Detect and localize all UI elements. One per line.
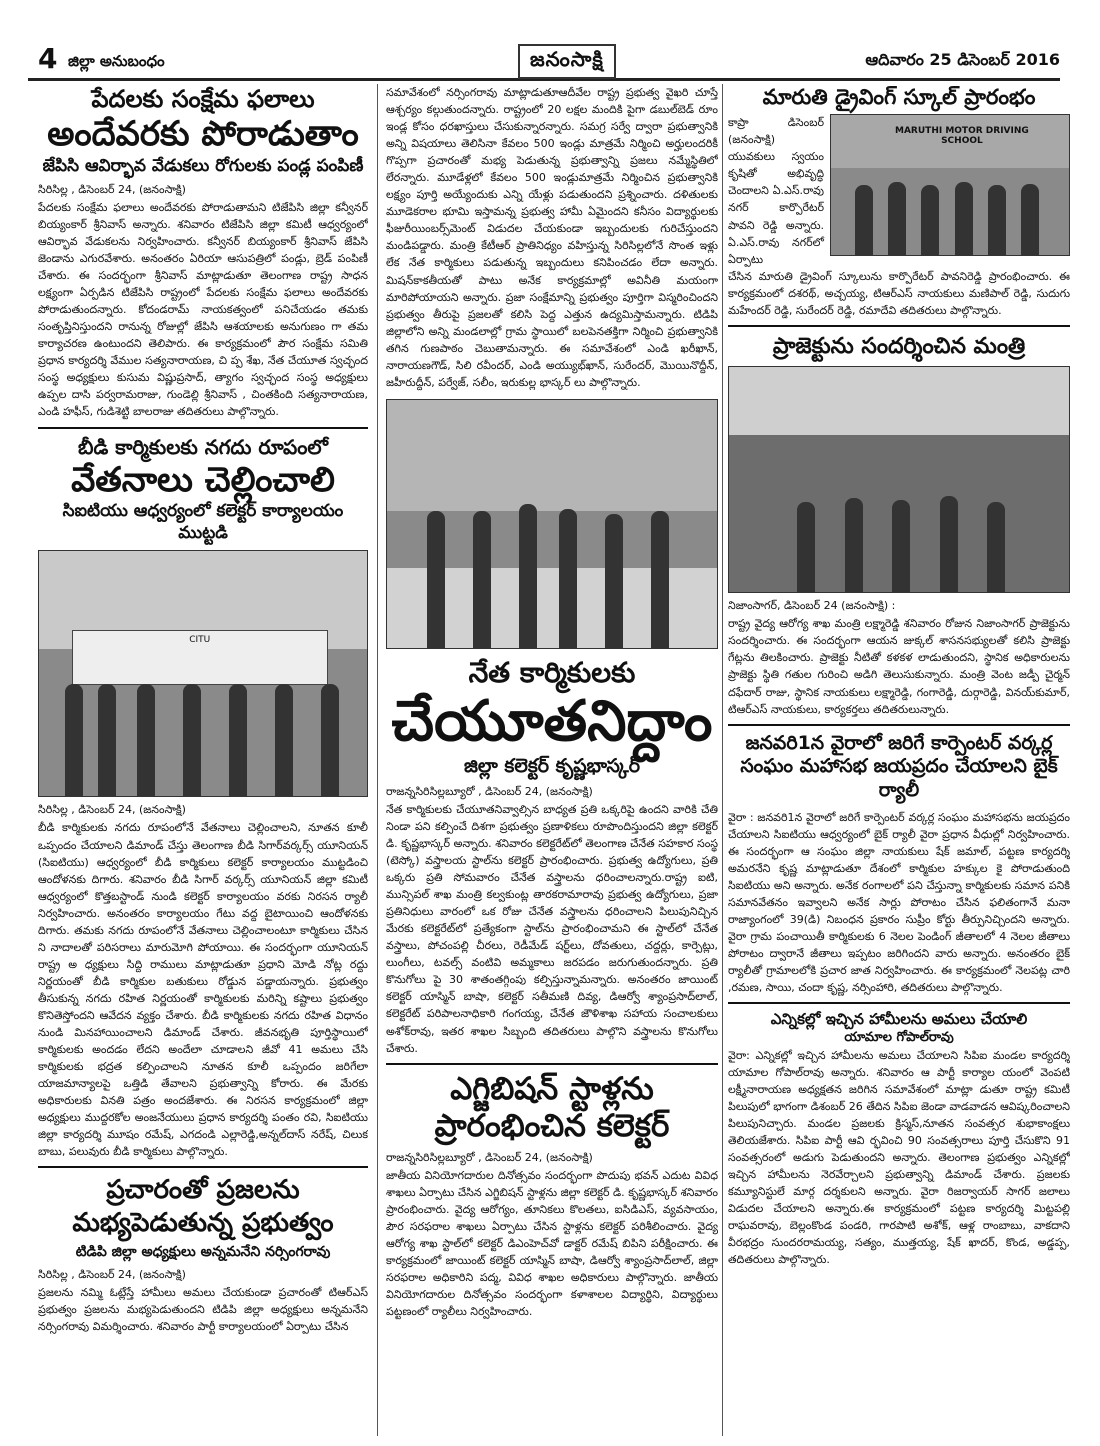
- article-dateline: నిజాంసాగర్, డిసెంబర్ 24 (జనంసాక్షి) :: [728, 599, 896, 613]
- article-subhead: సిఐటియు ఆధ్వర్యంలో కలెక్టర్ కార్యాలయం ముట్టడి: [62, 501, 344, 544]
- article-body: వైరా : జనవరి1న వైరాలో జరిగే కార్పెంటర్ వర్కర్ల సంఘం మహాసభను జయప్రదం చేయాలని సిఐటియు ఆధ్వర్యంలో బైక్ ర్యాలీ వైరా ప్రధాన వీధుల్లో నిర్వహించారు. ఈ సందర్భంగా ఆ సంఘం జిల్లా నాయకులు షేక్ జమాల్, పట్టణ కార్యదర్శి అమరనేని కృష్ణ మాట్లాడుతూ దేశంలో కార్మికుల హక్కుల కై పోరాడుతుంది సిఐటియు అని అన్నారు. అనేక రంగాలలో పని చేస్తున్నా కార్మికులకు సమాన పనికి సమానవేతనం ఇవ్వాలని అనేక సార్లు పోరాటం చేసిన ఫలితంగానే మనా రాజ్యాంగంలో 39(డి) నిబంధన ప్రకారం సుప్రీం కోర్టు తీర్పునిచ్చిందని అన్నారు. వైరా గ్రామ పంచాయితీ కార్మికులకు 6 నెలల పెండింగ్ జీతాలలో 4 నెలల జీతాలు పోరాటం ద్వారానే జీతాలు ఇప్పటం జరిగిందని వారు అన్నారు. అనంతరం బైక్ ర్యాలీతో గ్రామాలలోకి ప్రచార జాత నిర్వహించారు. ఈ కార్యక్రమంలో నెలపట్ల చారి ,రమణ, సాయి, చందా కృష్ణ, నర్సింహారి, తదితరులు పాల్గొన్నారు.: [728, 810, 1070, 995]
- article-headline: చేయూతనిద్దాం: [391, 688, 713, 754]
- article-body: బీడి కార్మికులకు నగదు రూపంలోనే వేతనాలు చెల్లించాలని, నూతన కూలీ ఒప్పందం చేయాలని డిమాండ్ చేస్తు తెలంగాణ బీడి సిగార్‌వర్కర్స్ యూనియన్ (సిఐటియు) ఆధ్వర్యంలో బీడి కార్మికులు కలెక్టర్ కార్యాలయం ముట్టడించి ఆందోళనకు దిగారు. శనివారం బీడి సిగార్ వర్కర్స్ యూనియన్ జిల్లా కమిటీ ఆధ్వర్యంలో కొత్తబస్టాండ్ నుండి కలెక్టర్ కార్యాలయం వరకు నిరసన ర్యాలీ నిర్వహించారు. అనంతరం కార్యాలయం గేటు వద్ద బైటాయించి ఆందోళనకు దిగారు. తమకు నగదు రూపంలోనే వేతనాలు చెల్లించాలంటూ కార్మికులు చేసిన ని నాదాలతో పరిసరాలు మారుమోగి పోయాయి. ఈ సందర్భంగా యూనియన్ రాష్ట్ర అ ధ్యక్షులు సిద్ది రాములు మాట్లాడుతూ ప్రధాని మోడి నోట్ల రద్దు నిర్ణయంతో బీడి కార్మికుల బతుకులు రోడ్డున పడ్డాయన్నారు. ప్రభుత్వం తీసుకున్న నగదు రహిత నిర్ణయంతో కార్మికులకు మరిన్ని కష్టాలు ప్రభుత్వం కొనితెస్తోందని ఆవేదన వ్యక్తం చేశారు. బీడి కార్మికులకు నగదు రహిత విధానం నుండి మినహాయించాలని డిమాండ్ చేశారు. జీవనభృతి పూర్తిస్థాయిలో కార్మికులకు అందడం లేదని అందేలా చూడాలని జీవో 41 అమలు చేసి కార్మికులకు భద్రత కల్పించాలని నూతన కూలీ ఒప్పందం జరిగేలా యాజమాన్యాలపై ఒత్తిడి తేవాలని ప్రభుత్వాన్ని కోరారు. ఈ మేరకు అధికారులకు వినతి పత్రం అందజేశారు. ఈ నిరసన కార్యక్రమంలో జిల్లా అధ్యక్షులు ముద్దరకోల అంజనేయులు ప్రధాన కార్యదర్శి పంతం రవి, సిఐటియు జిల్లా కార్యదర్శి మూషం రమేష్, ఎగదండి ఎల్లారెడ్డి,అన్నల్‌దాస్ నరేష్, చిలుక బాబు, పలువురు బీడి కార్మికులు పాల్గొన్నారు.: [38, 821, 368, 1159]
- article-dateline: సిరిసిల్ల , డిసెంబర్ 24, (జనంసాక్షి): [38, 182, 186, 196]
- article-headline: ఎగ్జిబిషన్ స్టాళ్లను ప్రారంభించిన కలెక్టర్: [434, 1070, 670, 1144]
- column-left: [38, 84, 368, 1436]
- divider: [38, 427, 368, 429]
- article-headline: ప్రచారంతో ప్రజలను మభ్యపెడుతున్న ప్రభుత్వం: [72, 1175, 334, 1238]
- project-visit-photo: [728, 366, 1070, 593]
- article-body: వైరా: ఎన్నికల్లో ఇచ్చిన హామీలను అమలు చేయాలని సిపిఐ మండల కార్యదర్శి యామాల గోపాల్‌రావు అన్నారు. శనివారం ఆ పార్టీ కార్యాల యంలో వెంపటి లక్ష్మీనారాయణ అధ్యక్షతన జరిగిన సమావేశంలో మాట్లా డుతూ రాష్ట్ర కమిటీ పిలుపులో భాగంగా డిశంబర్ 26 తేదిన సిపిఐ జెండా వాడవాడన ఆవిష్కరించాలని పిలుపునిచ్చారు. మండల ప్రజలకు క్రిస్మస్,నూతన సంవత్సర శుభాకాంక్షలు తెలియజేశారు. సిపిఐ పార్టీ ఆవి ర్భవించి 90 సంవత్సరాలు పూర్తి చేసుకొని 91 సంవత్సరంలో అడుగు పెడుతుందని అన్నారు. తెలంగాణ ప్రభుత్వం ఎన్నికల్లో ఇచ్చిన హామీలను నెరవేర్చాలని ప్రభుత్వాన్ని డిమాండ్ చేశారు. ప్రజలకు కమ్యూనిస్టులే మార్గ దర్శకులని అన్నారు. వైరా రిజర్వాయర్ సాగర్ జలాలు విడుదల చేయాలని అన్నారు.ఈ కార్యక్రమంలో పట్టణ కార్యదర్శి మిట్టపల్లి రాఘవరావు, బెల్లంకొండ పండరి, గారపాటి అశోక్, ఆళ్ల రాంబాబు, వాకదాని వీరభద్రం సుందరరామయ్య, సత్యం, ముత్తయ్య, షేక్ ఖాదర్, కొండ, అడ్డప్ప, తదితరులు పాల్గొన్నారు.: [728, 1048, 1070, 1267]
- article-cpi-promises: [728, 1010, 1070, 1268]
- divider: [38, 1166, 368, 1168]
- article-headline: జనవరి1న వైరాలో జరిగే కార్పెంటర్ వర్కర్ల సంఘం మహాసభ జయప్రదం చేయాలని బైక్ ర్యాలీ: [740, 731, 1058, 802]
- protest-photo: [38, 550, 368, 797]
- article-body: పేదలకు సంక్షేమ ఫలాలు అందేవరకు పోరాడుతామని టిజేపిసి జిల్లా కన్వీనర్ బియ్యంకార్ శ్రీనివాస్ అన్నారు. శనివారం టిజేపిసి జిల్లా కమిటీ ఆధ్వర్యంలో ఆవిర్భావ వేడుకలను నిర్వహించారు. కన్వీనర్ బియ్యంకార్ శ్రీనివాస్ జేపిసి జెండాను ఎగురవేశారు. అనంతరం ఏరియా ఆసుపత్రిలో పండ్లు, బ్రెడ్ పంపిణీ చేశారు. ఈ సందర్భంగా శ్రీనివాస్ మాట్లాడుతూ తెలంగాణ రాష్ట్ర సాధన లక్ష్యంగా ఏర్పడిన టిజేపిసి రాష్ట్రంలో పేదలకు సంక్షేమ ఫలాలు అందేవరకు పోరాడుతుందన్నారు. కోదండరామ్ నాయకత్వంలో పనిచేయడం తమకు సంతృప్తినిస్తుందని రానున్న రోజుల్లో జేపిసి ఆశయాలకు అనుగుణం గా తమ కార్యాచరణ ఉంటుందని తెలిపారు. ఈ కార్యక్రమంలో పౌర సంక్షేమ సమితి ప్రధాన కార్యదర్శి వేముల సత్యనారాయణ, చి ప్ప శేఖ, నేత చేయూత స్వచ్ఛంద సంస్థ అధ్యక్షులు కుసుమ విష్ణుప్రసాద్, త్యాగం స్వచ్ఛంద సంస్థ అధ్యక్షులు ఉప్పల దాసి పర్వరామరాజు, గుండెల్లి శ్రీనివాస్ , చింతకింది సత్యనారాయణ, ఎండి హఫీస్, గుడిశెట్టి బాలరాజు తదితరులు పాల్గొన్నారు.: [38, 200, 368, 419]
- article-subhead: యామాల గోపాల్‌రావు: [844, 1029, 954, 1045]
- article-subhead: జిల్లా కలెక్టర్ కృష్ణభాస్కర్: [464, 755, 640, 778]
- article-handloom: [386, 655, 718, 1057]
- article-headline: ప్రాజెక్టును సందర్శించిన మంత్రి: [772, 333, 1026, 359]
- article-welfare: [38, 84, 368, 421]
- page-number: 4: [38, 42, 58, 75]
- article-beedi-workers: [38, 435, 368, 1161]
- article-dateline: రాజన్నసిరిసిల్లబ్యూరో , డిసెంబర్ 24, (జనంసాక్షి): [386, 784, 593, 798]
- page-header: [28, 44, 1060, 81]
- article-body: నేత కార్మికులకు చేయూతనివ్వాల్సిన బాధ్యత ప్రతి ఒక్కరిపై ఉందని వారికి చేతి నిండా పని కల్పించే దిశగా ప్రభుత్వం ప్రణాళికలు రూపొందిస్తుందని జిల్లా కలెక్టర్ డి. కృష్ణభాస్కర్ అన్నారు. శనివారం కలెక్టరేట్‌లో తెలంగాణ చేనేత సహకార సంస్థ (టెస్కో) వస్త్రాలయ స్టాల్‌ను కలెక్టర్ ప్రారంభించారు. ప్రభుత్వ ఉద్యోగులు, ప్రతి ఒక్కరు ప్రతి సోమవారం చేనేత వస్త్రాలను ధరించాలన్నారు.రాష్ట్ర ఐటి, మున్సిపల్ శాఖ మంత్రి కల్వకుంట్ల తారకరామారావు ప్రభుత్వ ఉద్యోగులు, ప్రజా ప్రతినిధులు వారంలో ఒక రోజు చేనేత వస్త్రాలను ధరించాలని పిలుపునిచ్చిన మేరకు కలెక్టరేట్‌లో ప్రత్యేకంగా స్టాల్‌ను ప్రారంభించామని ఈ స్టాల్‌లో చేనేత వస్త్రాలు, పోచంపల్లి చీరలు, రెడీమేడ్ షర్ట్‌లు, దోవతులు, చద్దర్లు, కార్పెట్లు, లుంగీలు, టవల్స్ వంటివి అమ్మకాలు జరపడం జరుగుతుందన్నారు. ప్రతి కొనుగోలు పై 30 శాతంతగ్గింపు కల్పిస్తున్నామన్నారు. అనంతరం జాయింట్ కలెక్టర్ యాస్మిన్ బాషా, కలెక్టర్ సతీమణి దివ్య, డిఆర్వో శ్యాంప్రసాద్‌లాల్, కలెక్టరేట్ పరిపాలనాధికారి గంగయ్య, చేనేత జౌళిశాఖ సహాయ సంచాలకులు అశోక్‌రావు, ఇతర శాఖల సిబ్బంది తదితరులు పాల్గొని వస్త్రాలను కొనుగోలు చేశారు.: [386, 802, 718, 1055]
- article-driving-school: [728, 84, 1070, 319]
- article-headline: అందేవరకు పోరాడుతాం: [47, 114, 359, 154]
- divider: [728, 325, 1070, 327]
- handloom-stall-photo: [386, 399, 718, 649]
- column-divider: [722, 84, 723, 1436]
- article-govt-propaganda: [38, 1174, 368, 1334]
- article-kicker: నేత కార్మికులకు: [468, 655, 636, 689]
- article-headline: ఎన్నికల్లో ఇచ్చిన హామీలను అమలు చేయాలి: [770, 1010, 1028, 1029]
- article-body-continued: సమావేశంలో నర్సింగరావు మాట్లాడుతూఆదీవేల రాష్ట్ర ప్రభుత్వ వైఖరి చూస్తే ఆశ్చర్యం కల్గుతుందన్నారు. రాష్ట్రంలో 20 లక్షల మందికి పైగా డబుల్‌బెడ్ రూం ఇండ్ల కోసం ధరఖాస్తులు చేసుకున్నారన్నారు. సమగ్ర సర్వే ద్వారా ప్రభుత్వానికి అన్ని విషయాలు తెలిసినా కేవలం 500 ఇండ్లు మాత్రమే నిర్మించి అర్హులందరికీ గొప్పగా ప్రచారంతో మభ్య పెడుతున్న ప్రభుత్వాన్ని ప్రజలు నమ్మేస్థితిలో లేరన్నారు. మూడేళ్లలో కేవలం 500 ఇండ్లుమాత్రమే నిర్మించిన ప్రభుత్వానికి లక్ష్యం పూర్తి అయ్యేందుకు ఎన్ని యేళ్లు పడుతుందని ప్రశ్నించారు. దళితులకు మూడెకరాల భూమి ఇస్తామన్న ప్రభుత్వ హామీ ఏమైందని కనీసం విద్యార్థులకు ఫీజురీయింబర్స్‌మెంట్ విడుదల చేయకుండా ఇబ్బందులకు గురిచేస్తుందని మండిపడ్డారు. మంత్రి కేటీఆర్ ప్రాతినిధ్యం వహిస్తున్న సిరిసిల్లలోనే సొంత ఇళ్లు లేక నేత కార్మికులు పడుతున్న ఇబ్బందులు కనిపించడం లేదా అన్నారు. మిషన్‌కాకతీయతో పాటు అనేక కార్యక్రమాల్లో అవినీతి మయంగా మారిపోయాయని అన్నారు. ప్రజా సంక్షేమాన్ని ప్రభుత్వం పూర్తిగా విస్మరించిందని ప్రభుత్వం తీరుపై ప్రజలతో కలిసి పెద్ద ఎత్తున ఉద్యమిస్తామన్నారు. టిడిపి జిల్లాలోని అన్ని మండలాల్లో గ్రామ స్థాయిలో బలపెనతక్తిగా నిర్మించి ప్రభుత్వానికి తగిన గుణపాఠం చెబుతామన్నారు. ఈ సమావేశంలో ఎండి ఖరీఖాన్, నారాయణగౌడ్, సిలి రవీందర్, ఎండి అయ్యుభ్‌ఖాన్, సురేందర్, మొయినొద్దీన్, జహీరుద్దీన్, పర్వేజ్, సలీం, ఇరుకుల్ల భాస్కర్ లు పాల్గొన్నారు.: [386, 86, 718, 389]
- article-subhead: జేపిసి ఆవిర్భావ వేడుకలు రోగులకు పండ్ల పంపిణీ: [42, 155, 364, 176]
- article-body: రాష్ట్ర వైద్య ఆరోగ్య శాఖ మంత్రి లక్ష్మారెడ్డి శనివారం రోజున నిజాంసాగర్ ప్రాజెక్టును సందర్శించారు. ఈ సందర్భంగా ఆయన జుక్కల్ శాసనసభ్యులతో కలిసి ప్రాజెక్టు గేట్లను తిలకించారు. ప్రాజెక్టు నీటితో కళకళ లాడుతుందని, స్థానిక అధికారులను ప్రాజెక్టు స్థితి గతుల గురించి అడిగి తెలుసుకున్నారు. మంత్రి వెంట జడ్పీ చైర్మన్ దఫేదార్ రాజు, స్థానిక నాయకులు లక్ష్మారెడ్డి, గంగారెడ్డి, దుర్గారెడ్డి, వినయ్‌కుమార్, టిఆర్ఎస్ నాయకులు, కార్యకర్తలు తదితరులున్నారు.: [728, 617, 1070, 716]
- article-headline: వేతనాలు చెల్లించాలి: [71, 459, 335, 500]
- divider: [728, 724, 1070, 726]
- article-dateline: సిరిసిల్ల , డిసెంబర్ 24, (జనంసాక్షి): [38, 803, 186, 817]
- article-body: కాప్రా డిసెంబర్ (జనంసాక్షి) యువకులు స్వయం కృషితో అభివృద్ధి చెందాలని ఏ.ఎస్.రావు నగర్ కార్పొరేటర్ పావని రెడ్డి అన్నారు. ఏ.ఎస్.రావు నగర్‌లో ఏర్పాటు: [728, 116, 824, 266]
- protest-banner: CITU: [72, 630, 328, 685]
- article-kicker: బీడి కార్మికులకు నగదు రూపంలో: [78, 434, 328, 459]
- article-headline: మారుతి డ్రైవింగ్ స్కూల్ ప్రారంభం: [762, 85, 1036, 109]
- article-dateline: రాజన్నసిరిసిల్లబ్యూరో , డిసెంబర్ 24, (జనంసాక్షి): [386, 1151, 593, 1164]
- article-kicker: పేదలకు సంక్షేమ ఫలాలు: [91, 85, 315, 113]
- driving-school-photo: [830, 114, 1070, 256]
- article-dateline: సిరిసిల్ల , డిసెంబర్ 24, (జనంసాక్షి): [38, 1267, 186, 1281]
- divider: [386, 1063, 718, 1065]
- article-project-visit: [728, 333, 1070, 718]
- article-body: జాతీయ వినియోగదారుల దినోత్సవం సందర్భంగా పొదుపు భవన్ ఎదుట వివిధ శాఖలు ఏర్పాటు చేసిన ఎగ్జిబిషన్ స్టాళ్లను జిల్లా కలెక్టర్ డి. కృష్ణభాస్కర్ శనివారం ప్రారంభించారు. వైద్య ఆరోగ్యం, తూనికలు కొలతలు, ఐసిడిఎస్, వ్యవసాయం, పౌర సరఫరాల శాఖలు ఏర్పాటు చేసిన స్టాళ్లను కలెక్టర్ పరిశీలించారు. వైద్య ఆరోగ్య శాఖ స్టాల్‌లో కలెక్టర్ డిఎంహెచ్‌వో డాక్టర్ రమేష్ బిపిని పరీక్షించారు. ఈ కార్యక్రమంలో జాయింట్ కలెక్టర్ యాస్మిన్ బాషా, డిఆర్వో శ్యాంప్రసాద్‌లాల్, జిల్లా సరఫరాల అధికారిని పద్మ, వివిధ శాఖల అధికారులు పాల్గొన్నారు. జాతీయ వినియోగదారుల దినోత్సవం సందర్భంగా కళాశాలల విద్యార్థిని, విద్యార్థులు పట్టణంలో ర్యాలీలు నిర్వహించారు.: [386, 1169, 718, 1319]
- article-body: ప్రజలను నమ్మి ఓట్లేస్తే హామీలు అమలు చేయకుండా ప్రచారంతో టిఆర్ఎస్ ప్రభుత్వం ప్రజలను మభ్యపెడుతుందని టిడిపి జిల్లా అధ్యక్షులు అన్నమనేని నర్సింగరావు విమర్శించారు. శనివారం పార్టీ కార్యాలయంలో ఏర్పాటు చేసిన: [38, 1285, 368, 1333]
- masthead-logo: జనంసాక్షి: [518, 44, 616, 79]
- column-divider: [377, 84, 378, 1436]
- column-middle: [386, 84, 718, 1436]
- article-bike-rally: [728, 732, 1070, 997]
- article-subhead: టిడిపి జిల్లా అధ్యక్షులు అన్నమనేని నర్సింగరావు: [75, 1244, 331, 1261]
- shop-signboard: MARUTHI MOTOR DRIVING SCHOOL: [895, 126, 1029, 147]
- issue-date: ఆదివారం 25 డిసెంబర్ 2016: [865, 50, 1060, 69]
- column-right: [728, 84, 1070, 1436]
- article-exhibition: [386, 1071, 718, 1321]
- section-title: జిల్లా అనుబంధం: [68, 52, 165, 70]
- divider: [728, 1002, 1070, 1004]
- article-body-continued: చేసిన మారుతి డ్రైవింగ్ స్కూలును కార్పొరేటర్ పావనిరెడ్డి ప్రారంభించారు. ఈ కార్యక్రమంలో దశరథ్, అచ్చయ్య, టిఆర్ఎస్ నాయకులు మణిపాల్ రెడ్డి, సుదుగు మహేందర్ రెడ్డి, సురేందర్ రెడ్డి, రమాదేవి తదితరులు పాల్గొన్నారు.: [728, 269, 1070, 317]
